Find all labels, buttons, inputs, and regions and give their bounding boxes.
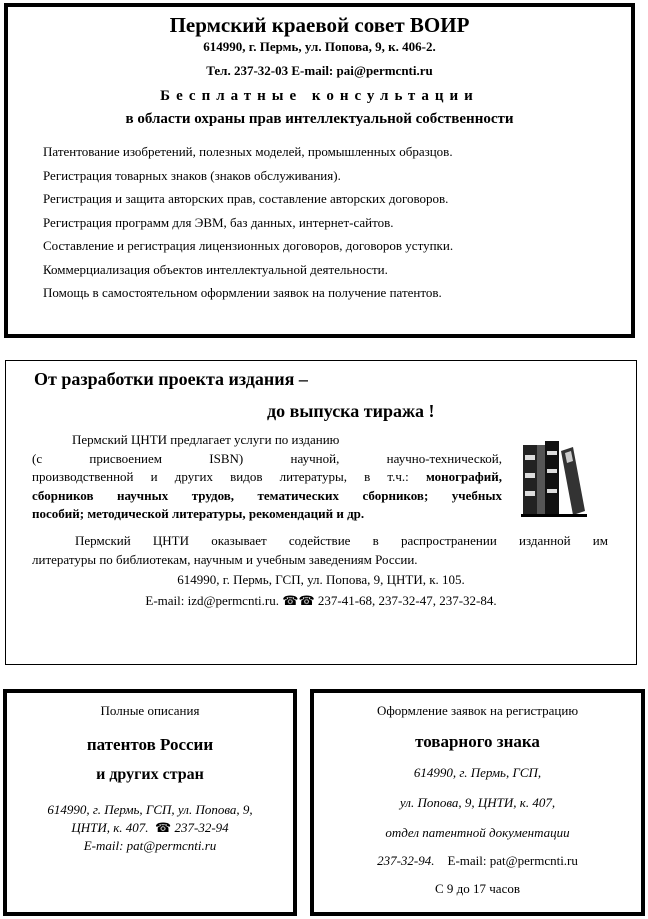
intro-line: [32, 468, 502, 487]
intro-line: (с присвоением ISBN) научной, научно-технической,: [32, 450, 502, 466]
voir-box: [4, 3, 635, 338]
trademark-box: [310, 689, 645, 916]
patents-line1: Полные описания: [100, 703, 200, 718]
publishing-address: 614990, г. Пермь, ГСП, ул. Попова, 9, ЦНТИ, к. 105.: [177, 572, 465, 587]
ip-area-subtitle: в области охраны прав интеллектуальной собственности: [125, 111, 514, 127]
trademark-line1: Оформление заявок на регистрацию: [376, 703, 579, 718]
intro-line: сборников научных трудов, тематических сборников; учебных: [32, 487, 502, 503]
intro-line: Пермский ЦНТИ предлагает услуги по изданию: [72, 432, 340, 447]
trademark-phone: 237-32-94.: [377, 853, 435, 868]
patents-address: [7, 801, 293, 855]
books-icon: [521, 439, 587, 517]
publishing-intro: [32, 431, 502, 524]
patents-box: [3, 689, 297, 916]
patents-title: патентов России: [86, 735, 214, 754]
publishing-heading-line2: до выпуска тиража !: [267, 401, 435, 421]
publishing-box: [5, 360, 637, 665]
patents-subtitle: и других стран: [96, 766, 204, 783]
distribution-line: литературы по библиотекам, научным и учебным заведениям России.: [32, 552, 418, 567]
publishing-contacts: [6, 593, 636, 609]
patents-phone: 237-32-94: [174, 820, 229, 835]
voir-title: Пермский краевой совет ВОИР: [169, 13, 470, 37]
publishing-heading-line1: От разработки проекта издания –: [34, 369, 308, 389]
trademark-hours: С 9 до 17 часов: [434, 881, 520, 896]
trademark-address2: ул. Попова, 9, ЦНТИ, к. 407,: [399, 795, 556, 810]
distribution-line: Пермский ЦНТИ оказывает содействие в распространении изданной им: [75, 533, 608, 548]
service-item: Составление и регистрация лицензионных договоров, договоров уступки.: [43, 238, 454, 253]
service-item: Коммерциализация объектов интеллектуальной деятельности.: [43, 261, 388, 277]
services-list: [43, 140, 631, 305]
publishing-phones: 237-41-68, 237-32-47, 237-32-84.: [317, 593, 497, 608]
service-item: Регистрация товарных знаков (знаков обслуживания).: [43, 167, 341, 183]
intro-plain: производственной и других видов литературы, в т.ч.:: [32, 469, 426, 484]
intro-bold: монографий,: [425, 469, 502, 484]
free-consultations-title: Бесплатные консультации: [160, 88, 479, 104]
patents-room: ЦНТИ, к. 407.: [71, 820, 149, 835]
patents-email: E-mail: pat@permcnti.ru: [83, 838, 217, 853]
trademark-title: товарного знака: [415, 732, 540, 751]
trademark-address1: 614990, г. Пермь, ГСП,: [413, 765, 542, 780]
distribution-text: [32, 531, 608, 569]
trademark-department: отдел патентной документации: [385, 825, 570, 840]
service-item: Патентование изобретений, полезных моделей, промышленных образцов.: [43, 144, 453, 159]
intro-line: пособий; методической литературы, рекомендаций и др.: [32, 506, 365, 521]
trademark-contacts: [314, 853, 641, 869]
publishing-email: E-mail: izd@permcnti.ru.: [145, 593, 279, 608]
patents-address-line: [7, 819, 293, 837]
voir-contacts: Тел. 237-32-03 E-mail: pai@permcnti.ru: [206, 63, 433, 78]
voir-address: 614990, г. Пермь, ул. Попова, 9, к. 406-2.: [203, 39, 436, 54]
service-item: Регистрация программ для ЭВМ, баз данных, интернет-сайтов.: [43, 214, 394, 230]
service-item: Помощь в самостоятельном оформлении заявок на получение патентов.: [43, 285, 442, 300]
phone-icon: ☎: [155, 820, 172, 835]
service-item: Регистрация и защита авторских прав, составление авторских договоров.: [43, 191, 449, 206]
trademark-email: E-mail: pat@permcnti.ru: [447, 853, 578, 868]
patents-address-line: 614990, г. Пермь, ГСП, ул. Попова, 9,: [47, 802, 253, 817]
phone-icon: ☎☎: [282, 593, 315, 608]
